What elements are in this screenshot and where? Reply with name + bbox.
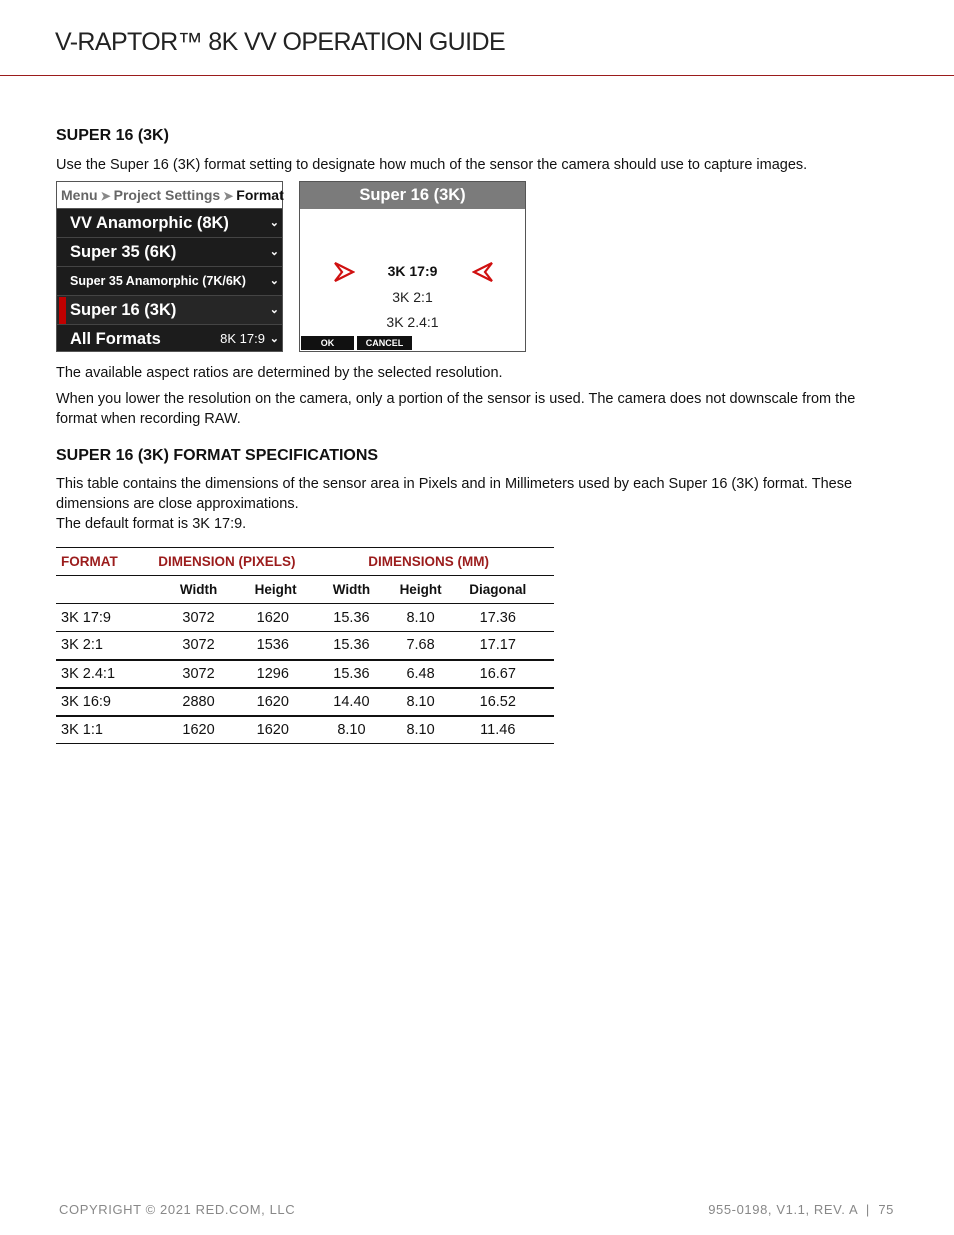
cell-px-width: 3072 [150,604,246,632]
table-sub-header [56,576,554,604]
cell-format: 3K 2.4:1 [56,660,150,688]
header-divider [0,75,954,76]
section-heading-specs: SUPER 16 (3K) FORMAT SPECIFICATIONS [56,447,379,464]
cell-mm-width: 8.10 [303,716,399,744]
format-spec-table [56,547,554,744]
cell-px-height: 1620 [247,604,304,632]
header-mm: DIMENSIONS (MM) [303,548,554,576]
cell-format: 3K 1:1 [56,716,150,744]
cell-px-width: 1620 [150,716,246,744]
cell-mm-height: 6.48 [400,660,442,688]
cell-mm-height: 8.10 [400,604,442,632]
dialog-title: Super 16 (3K) [300,182,525,209]
cell-mm-height: 8.10 [400,688,442,716]
chevron-down-icon: ⌄ [269,275,279,287]
cell-mm-diagonal: 16.52 [442,688,554,716]
aspect-ratio-note: The available aspect ratios are determined by the selected resolution. [56,365,503,381]
cell-px-height: 1620 [247,688,304,716]
menu-item-label: All Formats [70,330,161,348]
format-menu-screenshot [56,181,283,352]
cancel-button[interactable]: CANCEL [357,336,412,350]
menu-item-vv-anamorphic[interactable] [57,209,282,238]
cell-mm-diagonal: 17.17 [442,632,554,660]
menu-item-label: Super 16 (3K) [70,301,177,319]
menu-item-label: Super 35 (6K) [70,243,177,261]
chevron-right-icon: ➤ [100,189,111,203]
cell-mm-diagonal: 17.36 [442,604,554,632]
cell-px-height: 1296 [247,660,304,688]
specs-intro: This table contains the dimensions of the sensor area in Pixels and in Millimeters used by each Super 16 (3K) format. These dimensions are close approximations. [56,476,853,512]
default-format-note: The default format is 3K 17:9. [56,516,247,532]
dialog-buttons [300,336,525,351]
section-intro: Use the Super 16 (3K) format setting to designate how much of the sensor the camera should use to capture images. [56,157,808,173]
cell-px-width: 2880 [150,688,246,716]
menu-item-label: Super 35 Anamorphic (7K/6K) [70,274,246,288]
menu-item-value: 8K 17:9 [220,331,265,346]
option-3k-2-1[interactable]: 3K 2:1 [392,289,433,305]
table-row [56,632,554,660]
cell-mm-height: 7.68 [400,632,442,660]
menu-item-super16[interactable] [57,296,282,325]
menu-item-super35[interactable] [57,238,282,267]
breadcrumb-format: Format [236,187,284,203]
cell-px-height: 1620 [247,716,304,744]
table-row [56,604,554,632]
cell-px-width: 3072 [150,632,246,660]
subheader-px-width: Width [150,576,246,604]
cell-mm-diagonal: 16.67 [442,660,554,688]
resolution-note: When you lower the resolution on the camera, only a portion of the sensor is used. The camera does not downscale from the format when recording RAW. [56,391,856,427]
cell-px-height: 1536 [247,632,304,660]
subheader-mm-height: Height [400,576,442,604]
table-row [56,688,554,716]
menu-item-super35-anamorphic[interactable] [57,267,282,296]
cell-mm-width: 14.40 [303,688,399,716]
table-row [56,716,554,744]
cell-mm-width: 15.36 [303,632,399,660]
footer-copyright: COPYRIGHT © 2021 RED.COM, LLC [59,1202,296,1217]
menu-item-label: VV Anamorphic (8K) [70,214,229,232]
chevron-down-icon: ⌄ [269,246,279,258]
breadcrumb-project-settings[interactable]: Project Settings [113,187,221,203]
section-heading-super16: SUPER 16 (3K) [56,127,169,144]
footer-doc-reference: 955-0198, V1.1, REV. A | 75 [708,1202,894,1217]
chevron-down-icon: ⌄ [269,304,279,316]
menu-breadcrumb [57,182,282,209]
table-row [56,660,554,688]
document-title: V-RAPTOR™ 8K VV OPERATION GUIDE [55,28,506,56]
cell-format: 3K 2:1 [56,632,150,660]
cell-mm-height: 8.10 [400,716,442,744]
chevron-down-icon: ⌄ [269,333,279,345]
subheader-empty [56,576,150,604]
cell-mm-width: 15.36 [303,604,399,632]
cell-mm-diagonal: 11.46 [442,716,554,744]
menu-item-all-formats[interactable] [57,325,282,354]
subheader-px-height: Height [247,576,304,604]
cell-mm-width: 15.36 [303,660,399,688]
header-format: FORMAT [56,548,150,576]
subheader-mm-diagonal: Diagonal [442,576,554,604]
super16-dialog-screenshot [299,181,526,352]
subheader-mm-width: Width [303,576,399,604]
cell-format: 3K 16:9 [56,688,150,716]
table-group-header [56,548,554,576]
ok-button[interactable]: OK [301,336,354,350]
chevron-down-icon: ⌄ [269,217,279,229]
option-3k-17-9[interactable]: 3K 17:9 [387,263,438,279]
cell-format: 3K 17:9 [56,604,150,632]
breadcrumb-menu[interactable]: Menu [61,187,98,203]
header-pixels: DIMENSION (PIXELS) [150,548,303,576]
chevron-right-icon: ➤ [223,189,234,203]
cell-px-width: 3072 [150,660,246,688]
option-3k-2-4-1[interactable]: 3K 2.4:1 [386,314,439,330]
